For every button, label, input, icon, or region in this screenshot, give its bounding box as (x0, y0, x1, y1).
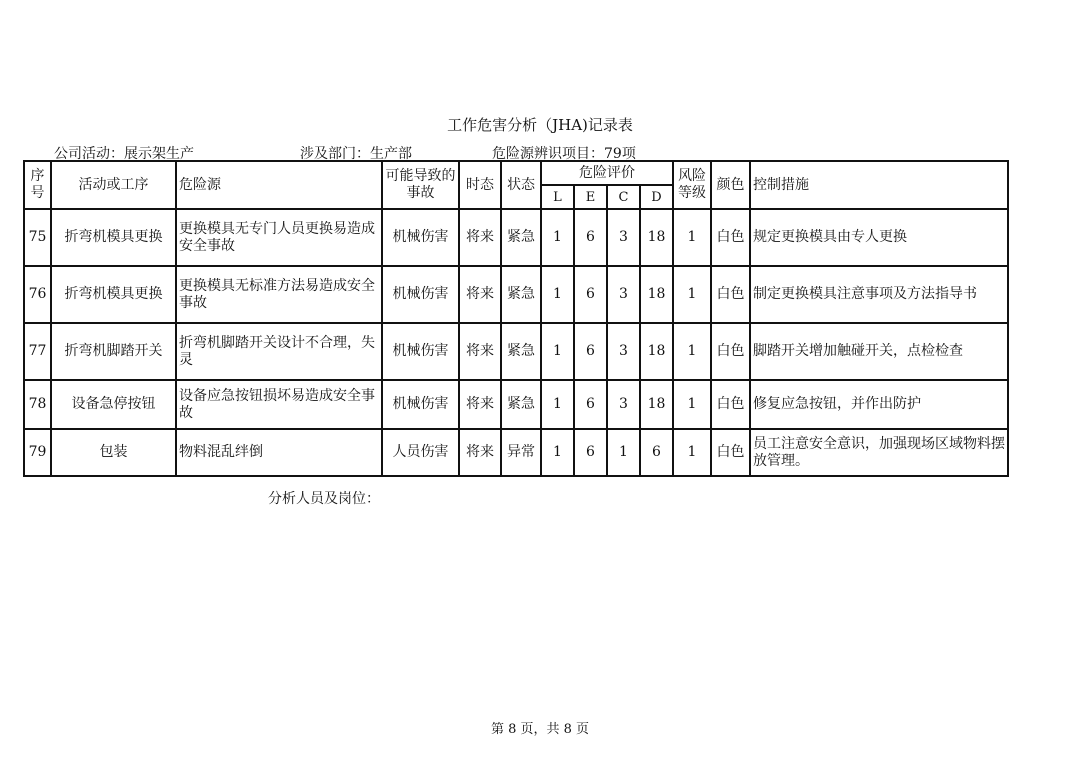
seq-cell: 75 (24, 209, 51, 266)
seq-cell: 79 (24, 429, 51, 476)
analyst-label: 分析人员及岗位： (268, 491, 380, 507)
risk-level-cell: 1 (673, 209, 711, 266)
header-color: 颜色 (711, 161, 750, 209)
control-cell: 修复应急按钮，并作出防护 (750, 380, 1008, 429)
accident-cell: 机械伤害 (382, 209, 459, 266)
page-title: 工作危害分析（JHA)记录表 (447, 116, 633, 134)
accident-cell: 人员伤害 (382, 429, 459, 476)
e-value-cell: 6 (574, 429, 607, 476)
tense-cell: 将来 (459, 429, 501, 476)
header-l: L (541, 185, 574, 209)
color-cell: 白色 (711, 429, 750, 476)
hazard-cell: 折弯机脚踏开关设计不合理，失灵 (176, 323, 382, 380)
table-row (24, 266, 1008, 323)
hazard-item-count: 危险源辨识项目：79项 (492, 146, 636, 162)
l-value-cell: 1 (541, 429, 574, 476)
color-cell: 白色 (711, 266, 750, 323)
risk-level-cell: 1 (673, 380, 711, 429)
hazard-cell: 更换模具无标准方法易造成安全事故 (176, 266, 382, 323)
activity-cell: 折弯机脚踏开关 (51, 323, 176, 380)
control-cell: 员工注意安全意识，加强现场区域物料摆放管理。 (750, 429, 1008, 476)
table-row (24, 209, 1008, 266)
risk-level-cell: 1 (673, 323, 711, 380)
activity-cell: 设备急停按钮 (51, 380, 176, 429)
jha-table (23, 160, 1009, 477)
tense-cell: 将来 (459, 323, 501, 380)
state-cell: 紧急 (501, 380, 541, 429)
state-cell: 紧急 (501, 266, 541, 323)
header-risk-level: 风险等级 (673, 161, 711, 209)
l-value-cell: 1 (541, 266, 574, 323)
risk-level-cell: 1 (673, 429, 711, 476)
e-value-cell: 6 (574, 266, 607, 323)
header-d: D (640, 185, 673, 209)
c-value-cell: 3 (607, 209, 640, 266)
c-value-cell: 3 (607, 266, 640, 323)
accident-cell: 机械伤害 (382, 323, 459, 380)
e-value-cell: 6 (574, 209, 607, 266)
c-value-cell: 3 (607, 380, 640, 429)
control-cell: 脚踏开关增加触碰开关，点检检查 (750, 323, 1008, 380)
color-cell: 白色 (711, 323, 750, 380)
tense-cell: 将来 (459, 266, 501, 323)
page-number: 第 8 页，共 8 页 (490, 722, 590, 737)
e-value-cell: 6 (574, 380, 607, 429)
risk-level-cell: 1 (673, 266, 711, 323)
header-activity: 活动或工序 (51, 161, 176, 209)
seq-cell: 77 (24, 323, 51, 380)
header-accident: 可能导致的事故 (382, 161, 459, 209)
accident-cell: 机械伤害 (382, 266, 459, 323)
hazard-cell: 物料混乱绊倒 (176, 429, 382, 476)
accident-cell: 机械伤害 (382, 380, 459, 429)
tense-cell: 将来 (459, 209, 501, 266)
control-cell: 规定更换模具由专人更换 (750, 209, 1008, 266)
table-row (24, 380, 1008, 429)
department: 涉及部门：生产部 (300, 146, 412, 162)
hazard-cell: 更换模具无专门人员更换易造成安全事故 (176, 209, 382, 266)
state-cell: 异常 (501, 429, 541, 476)
l-value-cell: 1 (541, 209, 574, 266)
header-c: C (607, 185, 640, 209)
d-value-cell: 18 (640, 323, 673, 380)
header-hazard: 危险源 (176, 161, 382, 209)
company-activity: 公司活动：展示架生产 (54, 146, 194, 162)
c-value-cell: 3 (607, 323, 640, 380)
header-e: E (574, 185, 607, 209)
state-cell: 紧急 (501, 209, 541, 266)
seq-cell: 76 (24, 266, 51, 323)
l-value-cell: 1 (541, 323, 574, 380)
d-value-cell: 18 (640, 266, 673, 323)
c-value-cell: 1 (607, 429, 640, 476)
e-value-cell: 6 (574, 323, 607, 380)
d-value-cell: 18 (640, 380, 673, 429)
activity-cell: 折弯机模具更换 (51, 209, 176, 266)
d-value-cell: 6 (640, 429, 673, 476)
control-cell: 制定更换模具注意事项及方法指导书 (750, 266, 1008, 323)
color-cell: 白色 (711, 380, 750, 429)
hazard-cell: 设备应急按钮损坏易造成安全事故 (176, 380, 382, 429)
table-row (24, 323, 1008, 380)
activity-cell: 包装 (51, 429, 176, 476)
seq-cell: 78 (24, 380, 51, 429)
d-value-cell: 18 (640, 209, 673, 266)
color-cell: 白色 (711, 209, 750, 266)
header-tense: 时态 (459, 161, 501, 209)
table-row (24, 429, 1008, 476)
header-state: 状态 (501, 161, 541, 209)
header-risk-evaluation: 危险评价 (541, 161, 673, 185)
header-seq: 序号 (24, 161, 51, 209)
l-value-cell: 1 (541, 380, 574, 429)
activity-cell: 折弯机模具更换 (51, 266, 176, 323)
header-control: 控制措施 (750, 161, 1008, 209)
tense-cell: 将来 (459, 380, 501, 429)
state-cell: 紧急 (501, 323, 541, 380)
